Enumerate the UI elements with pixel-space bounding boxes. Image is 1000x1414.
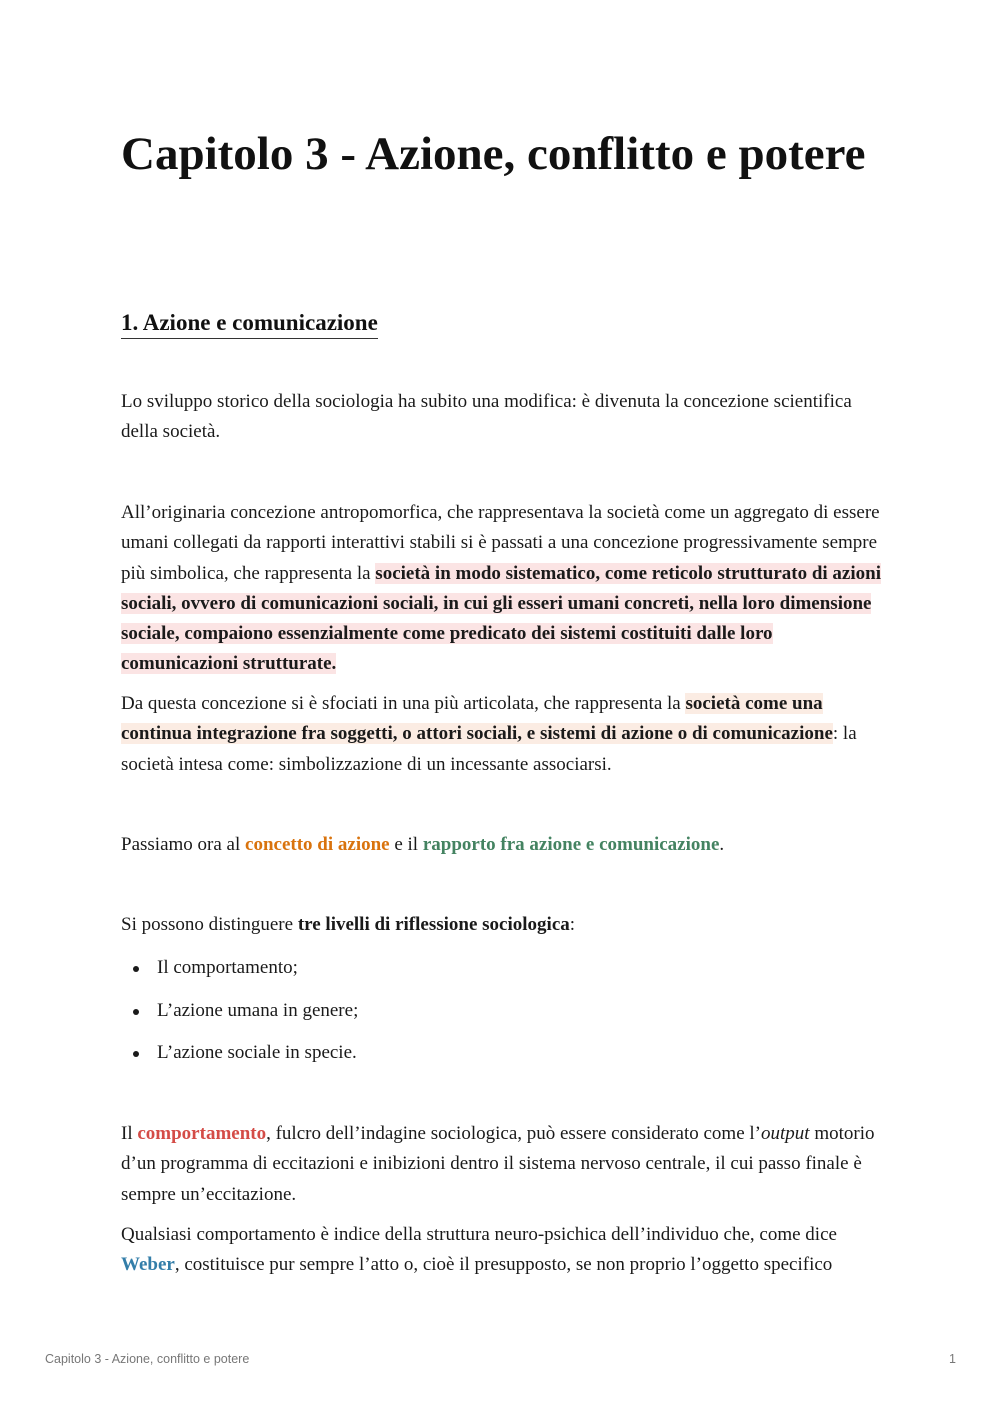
paragraph-3-text: Da questa concezione si è sfociati in una più articolata, che rappresenta la bbox=[121, 693, 686, 714]
highlight-societa-sistematica: società in modo sistematico, come reticolo strutturato di azioni sociali, ovvero di comunicazioni sociali, in cui gli esseri umani concreti, nella loro dimensione sociale, compaiono essenzialmente come predicato dei sistemi costituiti dalle loro comunicazioni strutturate. bbox=[121, 562, 881, 675]
concetto-di-azione-term: concetto di azione bbox=[245, 834, 390, 855]
list-item bbox=[121, 1038, 358, 1081]
list-item-text: L’azione umana in genere; bbox=[157, 999, 359, 1021]
weber-name: Weber bbox=[121, 1254, 175, 1276]
paragraph-6 bbox=[121, 1119, 891, 1210]
tre-livelli-bold: tre livelli di riflessione sociologica bbox=[297, 914, 570, 935]
paragraph-6-text: Il bbox=[121, 1123, 138, 1144]
list-item-text: L’azione sociale in specie. bbox=[157, 1042, 357, 1063]
highlight-societa-integrazione: società come una continua integrazione fra soggetti, o attori sociali, e sistemi di azione o di comunicazione bbox=[121, 693, 833, 745]
bullet-icon bbox=[133, 1051, 139, 1057]
page-title: Capitolo 3 - Azione, conflitto e potere bbox=[121, 128, 866, 180]
paragraph-1: Lo sviluppo storico della sociologia ha subito una modifica: è divenuta la concezione scientifica della società. bbox=[121, 391, 852, 443]
paragraph-5 bbox=[121, 910, 891, 940]
bullet-icon bbox=[133, 1009, 139, 1015]
paragraph-7-text: Qualsiasi comportamento è indice della struttura neuro-psichica dell’individuo che, come dice bbox=[121, 1224, 837, 1245]
paragraph-2 bbox=[121, 498, 891, 680]
bullet-icon bbox=[133, 966, 139, 972]
paragraph-4 bbox=[121, 830, 891, 860]
paragraph-5-text: Si possono distinguere bbox=[121, 914, 298, 935]
paragraph-4-tail: . bbox=[719, 834, 725, 855]
paragraph-4-text: Passiamo ora al bbox=[121, 834, 246, 855]
footer-document-title: Capitolo 3 - Azione, conflitto e potere bbox=[45, 1352, 250, 1366]
list-item-text: Il comportamento; bbox=[157, 957, 298, 978]
paragraph-6-middle: , fulcro dell’indagine sociologica, può essere considerato come l’ bbox=[266, 1123, 761, 1144]
list-item bbox=[121, 996, 358, 1039]
output-italic: output bbox=[761, 1123, 810, 1144]
comportamento-term: comportamento bbox=[137, 1123, 267, 1144]
footer-page-number: 1 bbox=[949, 1352, 956, 1366]
levels-list bbox=[121, 953, 358, 1081]
paragraph-5-tail: : bbox=[569, 914, 576, 935]
paragraph-2-text: All’originaria concezione antropomorfica, che rappresentava la società come un aggregato di essere umani collegati da rapporti interattivi stabili si è passati a una concezione progressivamente sempre più simbolica, che rappresenta la bbox=[121, 502, 880, 584]
paragraph-3-tail: : la società intesa come: simbolizzazione di un incessante associarsi. bbox=[121, 723, 857, 775]
paragraph-7 bbox=[121, 1220, 891, 1281]
rapporto-term: rapporto fra azione e comunicazione bbox=[422, 834, 720, 855]
paragraph-4-middle: e il bbox=[389, 834, 423, 855]
paragraph-7-tail: , costituisce pur sempre l’atto o, cioè il presupposto, se non proprio l’oggetto specifico bbox=[174, 1254, 833, 1276]
section-heading: 1. Azione e comunicazione bbox=[121, 308, 378, 339]
list-item bbox=[121, 953, 358, 996]
paragraph-6-tail: motorio d’un programma di eccitazioni e inibizioni dentro il sistema nervoso centrale, il cui passo finale è sempre un’eccitazione. bbox=[121, 1123, 875, 1205]
paragraph-3 bbox=[121, 689, 891, 780]
